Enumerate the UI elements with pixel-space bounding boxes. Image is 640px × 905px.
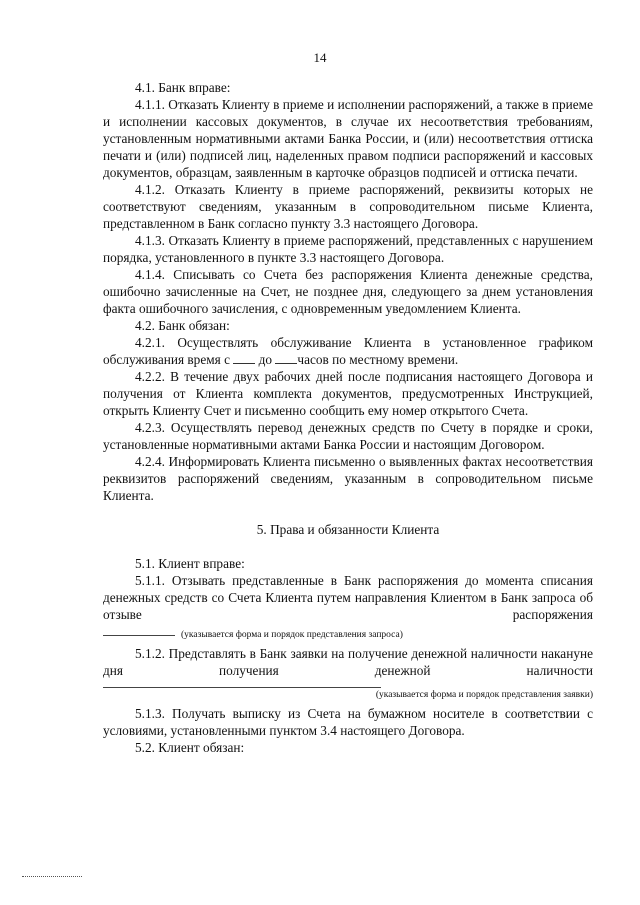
clause-5-1-2: 5.1.2. Представлять в Банк заявки на получение денежной наличности накануне дня получения денежной наличности: [103, 646, 593, 678]
clause-5-1: 5.1. Клиент вправе:: [135, 556, 245, 571]
note-5-1-2: (указывается форма и порядок представления заявки): [375, 690, 593, 700]
note-5-1-1-row: [103, 629, 593, 641]
clause-4-1: 4.1. Банк вправе:: [135, 80, 231, 95]
clause-4-2: 4.2. Банк обязан:: [135, 318, 230, 333]
blank-hours-to: [275, 352, 297, 364]
clause-4-2-2: 4.2.2. В течение двух рабочих дней после подписания настоящего Договора и получения от Клиента комплекта документов, предусмотренных Инструкцией, открыть Клиенту Счет и письменно сообщить ему номер открытого Счета.: [103, 369, 593, 418]
section-5-heading: 5. Права и обязанности Клиента: [256, 522, 440, 537]
clause-4-2-4: 4.2.4. Информировать Клиента письменно о выявленных фактах несоответствия реквизитов распоряжений сведениям, указанным в сопроводительном письме Клиента.: [103, 454, 593, 503]
clause-4-1-4: 4.1.4. Списывать со Счета без распоряжения Клиента денежные средства, ошибочно зачисленные на Счет, не позднее дня, следующего за днем установления факта ошибочного зачисления, с одновременным уведомлением Клиента.: [103, 267, 593, 316]
fill-line-5-1-1: [103, 635, 175, 636]
clause-5-2: 5.2. Клиент обязан:: [135, 740, 245, 755]
page-number: 14: [313, 50, 327, 65]
clause-4-1-3: 4.1.3. Отказать Клиенту в приеме распоряжений, представленных с нарушением порядка, установленного в пункте 3.3 настоящего Договора.: [103, 233, 593, 265]
clause-4-2-1-text-a: 4.2.1. Осуществлять обслуживание Клиента в установленное графиком обслуживания время с: [103, 335, 593, 367]
clause-5-1-3: 5.1.3. Получать выписку из Счета на бумажном носителе в соответствии с условиями, установленными пунктом 3.4 настоящего Договора.: [103, 706, 593, 738]
footer-dotted-line: [22, 876, 82, 877]
fill-line-5-1-2: [103, 687, 381, 688]
clause-4-2-1: [103, 334, 593, 368]
clause-4-2-1-text-b: до: [255, 352, 276, 367]
clause-4-2-3: 4.2.3. Осуществлять перевод денежных средств по Счету в порядке и сроки, установленные нормативными актами Банка России и настоящим Договором.: [103, 420, 593, 452]
clause-4-1-1: 4.1.1. Отказать Клиенту в приеме и исполнении распоряжений, а также в приеме и исполнении кассовых документов, в случае их несоответствия требованиям, установленным нормативными актами Банка России, и (или) несоответствия оттиска печати и (или) подписей лиц, наделенных правом подписи распоряжений и кассовых документов, образцам, заявленным в карточке образцов подписей и оттиска печати.: [103, 97, 593, 180]
clause-4-2-1-text-c: часов по местному времени.: [297, 352, 459, 367]
blank-hours-from: [233, 352, 255, 364]
clause-5-1-1: 5.1.1. Отзывать представленные в Банк распоряжения до момента списания денежных средств со Счета Клиента путем направления Клиентом в Банк запроса об отзыве распоряжения: [103, 573, 593, 622]
document-body: [103, 79, 593, 756]
clause-4-1-2: 4.1.2. Отказать Клиенту в приеме распоряжений, реквизиты которых не соответствуют сведениям, указанным в сопроводительном письме Клиента, представленном в Банк согласно пункту 3.3 настоящего Договора.: [103, 182, 593, 231]
note-5-1-1: (указывается форма и порядок представления запроса): [181, 630, 403, 640]
